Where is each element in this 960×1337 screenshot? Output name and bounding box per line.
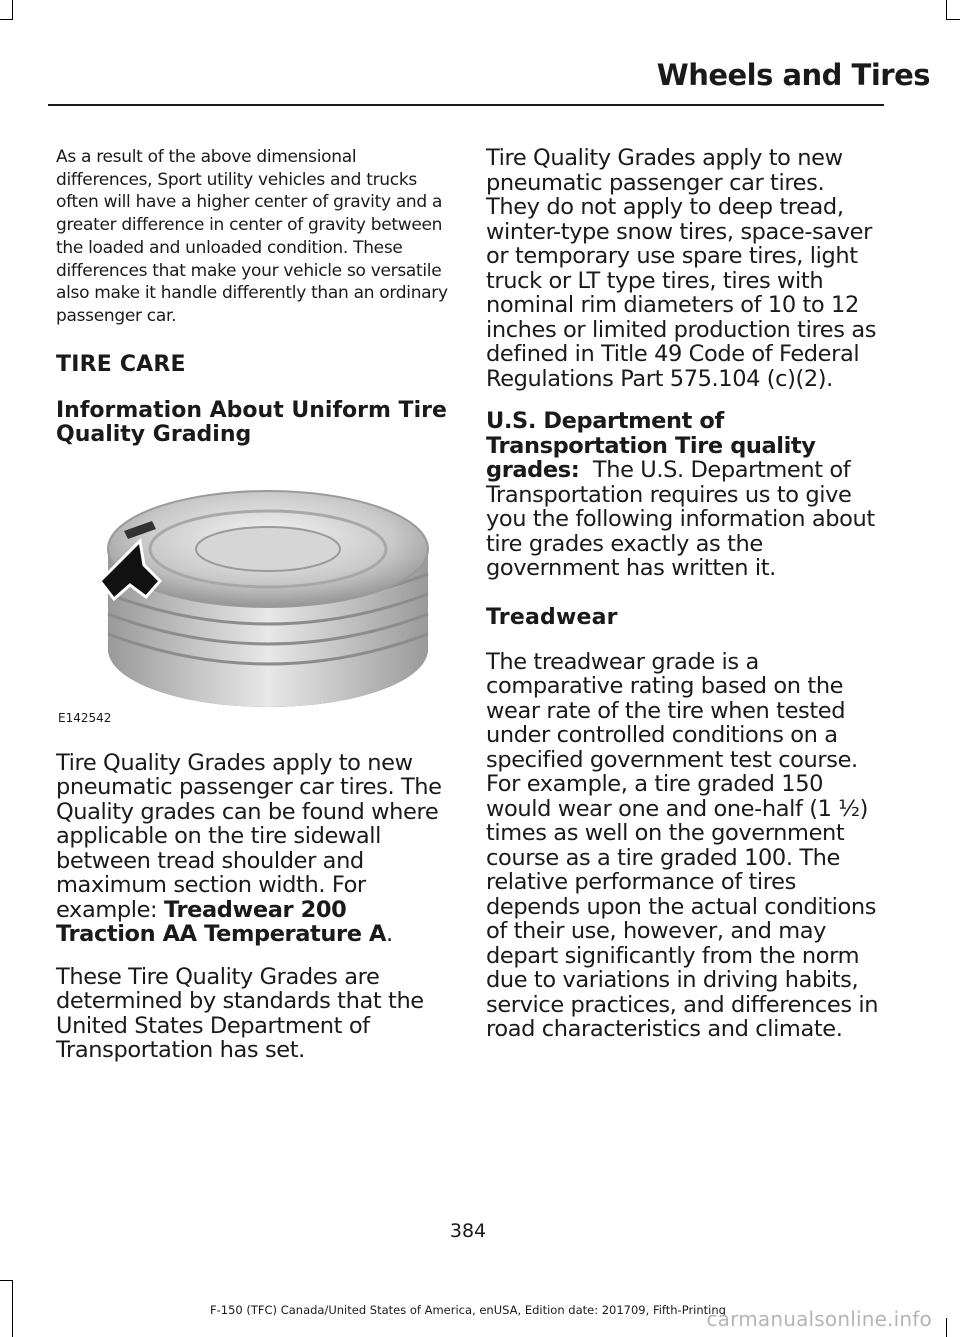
- crop-mark-top-right-v: [946, 0, 947, 20]
- crop-mark-top-left-h: [0, 19, 13, 20]
- left-column: [56, 146, 448, 1063]
- crop-mark-top-right-h: [946, 19, 960, 20]
- section-heading: TIRE CARE: [56, 351, 186, 377]
- quality-grades-paragraph: [56, 751, 448, 947]
- right-column: [486, 146, 882, 1042]
- crop-mark-top-left-v: [12, 0, 13, 20]
- tire-sidewall-arrow-illustration: [56, 469, 448, 731]
- page-header-title: Wheels and Tires: [656, 58, 930, 92]
- subsection-heading: Information About Uniform Tire Quality Grading: [56, 397, 447, 447]
- figure-code: E142542: [58, 710, 112, 725]
- quality-grades-period: .: [386, 921, 393, 948]
- quality-grades-example: Treadwear 200 Traction AA Temperature A: [56, 896, 387, 948]
- dot-paragraph: [486, 409, 882, 581]
- crop-mark-bottom-right-v: [946, 1318, 947, 1337]
- tire-figure: [56, 469, 448, 731]
- treadwear-paragraph: The treadwear grade is a comparative rating based on the wear rate of the tire when tested under controlled conditions on a specified government test course. For example, a tire graded 150 would wear one and one-half (1 ½) times as well on the government course as a tire graded 100. The relative performance of tires depends upon the actual conditions of their use, however, and may depart significantly from the norm due to variations in driving habits, service practices, and differences in road characteristics and climate.: [486, 648, 879, 1042]
- watermark: carmanualsonline.info: [706, 1307, 932, 1331]
- header-rule: [48, 104, 884, 106]
- dot-heading: U.S. Department of Transportation Tire quality grades:: [486, 408, 816, 483]
- applicability-paragraph: Tire Quality Grades apply to new pneumatic passenger car tires. They do not apply to deep tread, winter-type snow tires, space-saver or temporary use spare tires, light truck or LT type tires, tires with nominal rim diameters of 10 to 12 inches or limited production tires as defined in Title 49 Code of Federal Regulations Part 575.104 (c)(2).: [486, 145, 877, 392]
- page-number: 384: [449, 1220, 487, 1242]
- crop-mark-bottom-left-h: [0, 1280, 13, 1281]
- standards-paragraph: These Tire Quality Grades are determined by standards that the United States Department of Transportation has set.: [56, 963, 424, 1064]
- footer-edition: F-150 (TFC) Canada/United States of America, enUSA, Edition date: 201709, Fifth-Printing: [210, 1303, 726, 1317]
- treadwear-heading: Treadwear: [486, 604, 618, 630]
- quality-grades-text: Tire Quality Grades apply to new pneumatic passenger car tires. The Quality grades can be found where applicable on the tire sidewall between tread shoulder and maximum section width. For example:: [56, 749, 442, 923]
- dot-text: The U.S. Department of Transportation requires us to give you the following information about tire grades exactly as the government has written it.: [486, 457, 875, 581]
- intro-paragraph: As a result of the above dimensional differences, Sport utility vehicles and trucks often will have a higher center of gravity and a greater difference in center of gravity between the loaded and unloaded condition. These differences that make your vehicle so versatile also make it handle differently than an ordinary passenger car.: [56, 147, 448, 326]
